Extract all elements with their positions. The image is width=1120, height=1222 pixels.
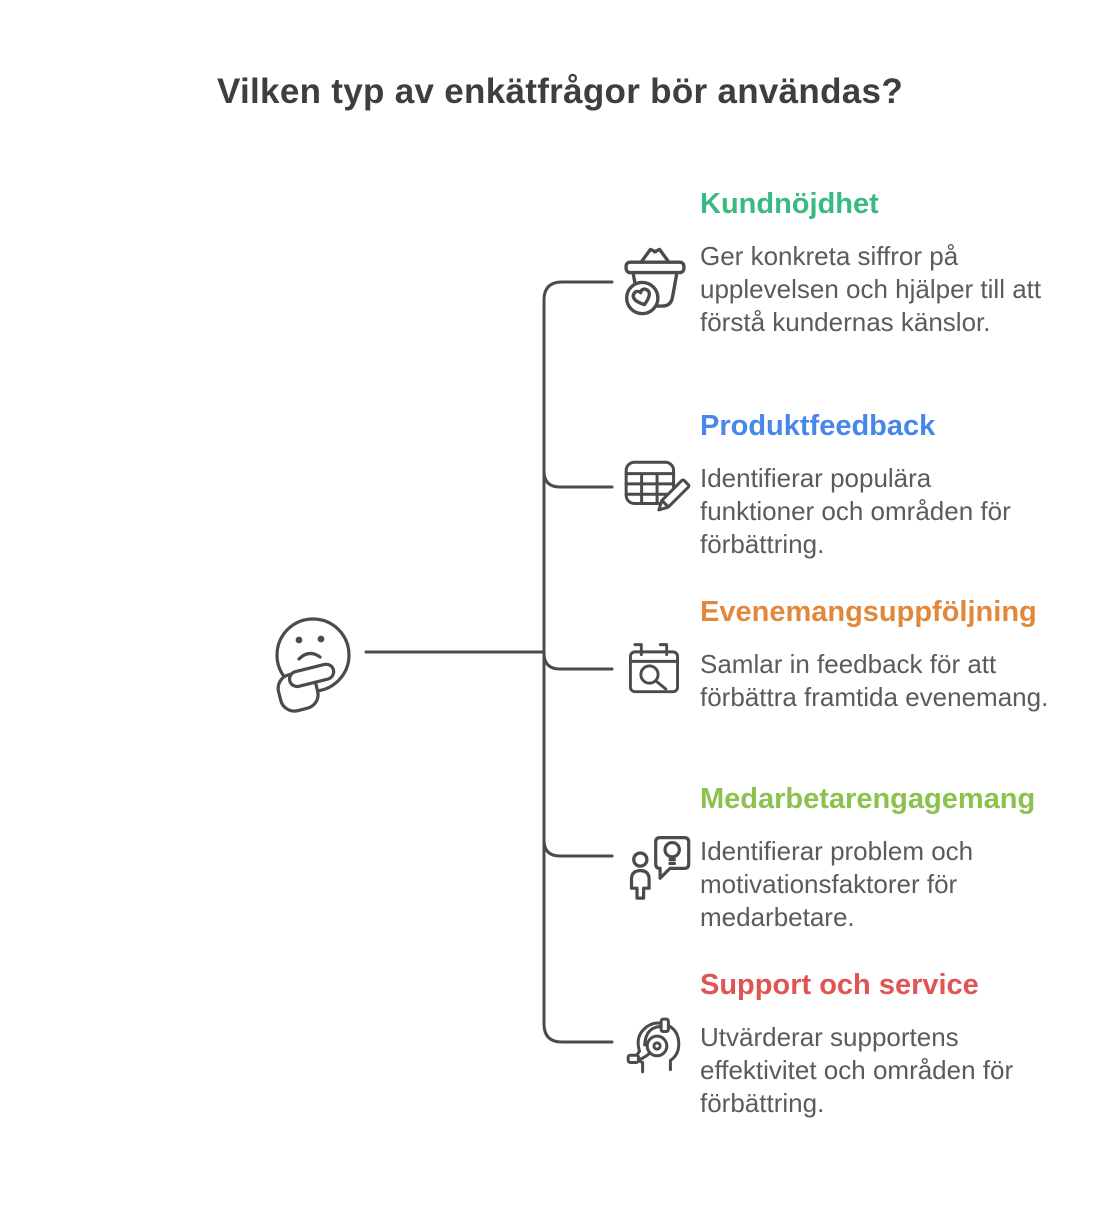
- connector-lines: [366, 282, 612, 1042]
- item-description: Samlar in feedback för att förbättra framtida evenemang.: [700, 649, 1049, 712]
- thinking-face-icon: [275, 619, 349, 714]
- branch-line-2: [544, 471, 612, 487]
- item-description: Identifierar problem och motivationsfaktorer för medarbetare.: [700, 836, 974, 932]
- trunk-line: [544, 282, 612, 1042]
- branch-line-4: [544, 840, 612, 856]
- shopping-basket-heart-icon: [626, 249, 684, 313]
- item-heading: Evenemangsuppföljning: [700, 596, 1037, 628]
- survey-type-item-kundnojdhet: [700, 190, 1070, 339]
- item-heading: Produktfeedback: [700, 410, 936, 442]
- item-heading: Support och service: [700, 969, 979, 1001]
- support-headset-icon: [628, 1019, 679, 1072]
- survey-type-item-support-och-service: [700, 971, 1070, 1120]
- survey-type-item-produktfeedback: [700, 412, 1070, 561]
- page-title: Vilken typ av enkätfrågor bör användas?: [217, 72, 903, 111]
- item-description: Identifierar populära funktioner och områden för förbättring.: [700, 463, 1011, 559]
- item-description: Utvärderar supportens effektivitet och områden för förbättring.: [700, 1022, 1014, 1118]
- person-idea-bubble-icon: [632, 838, 689, 899]
- survey-type-item-medarbetarengagemang: [700, 785, 1070, 934]
- table-pencil-icon: [626, 462, 689, 513]
- item-heading: Medarbetarengagemang: [700, 783, 1036, 815]
- item-description: Ger konkreta siffror på upplevelsen och hjälper till att förstå kundernas känslor.: [700, 241, 1042, 337]
- item-heading: Kundnöjdhet: [700, 188, 879, 220]
- branch-line-3: [544, 653, 612, 669]
- calendar-search-icon: [630, 645, 677, 692]
- survey-type-item-evenemangsuppfoljning: [700, 598, 1070, 714]
